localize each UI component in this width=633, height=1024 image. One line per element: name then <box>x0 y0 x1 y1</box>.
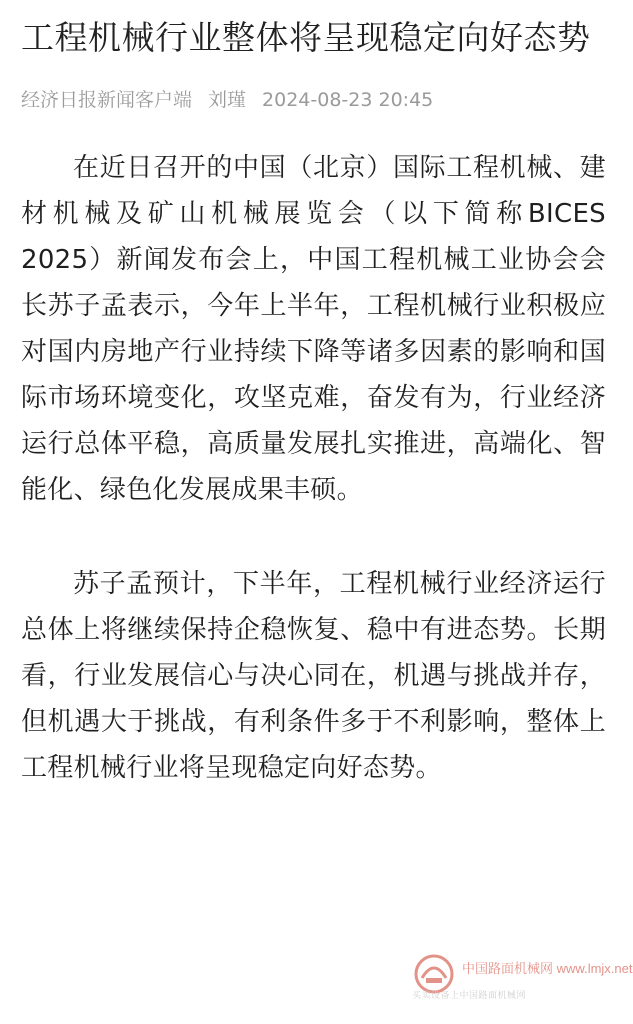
article-source: 经济日报新闻客户端 <box>21 89 193 111</box>
article-author: 刘瑾 <box>208 89 247 111</box>
watermark <box>412 952 633 1008</box>
watermark-url: www.lmjx.net <box>556 961 633 976</box>
watermark-main-text: 中国路面机械网 <box>462 961 554 976</box>
paragraph-2: 苏子孟预计，下半年，工程机械行业经济运行总体上将继续保持企稳恢复、稳中有进态势。长期看，行业发展信心与决心同在，机遇与挑战并存，但机遇大于挑战，有利条件多于不利影响，整体上工程机械行业将呈现稳定向好态势。 <box>21 569 606 783</box>
article <box>21 0 606 791</box>
watermark-slogan: 买卖设备上中国路面机械网 <box>412 991 527 1001</box>
watermark-brand <box>462 958 633 977</box>
article-datetime: 2024-08-23 20:45 <box>262 89 434 111</box>
article-meta <box>21 88 606 112</box>
article-title: 工程机械行业整体将呈现稳定向好态势 <box>21 18 591 57</box>
paragraph-1: 在近日召开的中国（北京）国际工程机械、建材机械及矿山机械展览会（以下简称BICES 2025）新闻发布会上，中国工程机械工业协会会长苏子孟表示，今年上半年，工程机械行业积极应对国内房地产行业持续下降等诸多因素的影响和国际市场环境变化，攻坚克难，奋发有为，行业经济运行总体平稳，高质量发展扎实推进，高端化、智能化、绿色化发展成果丰硕。 <box>21 153 606 505</box>
